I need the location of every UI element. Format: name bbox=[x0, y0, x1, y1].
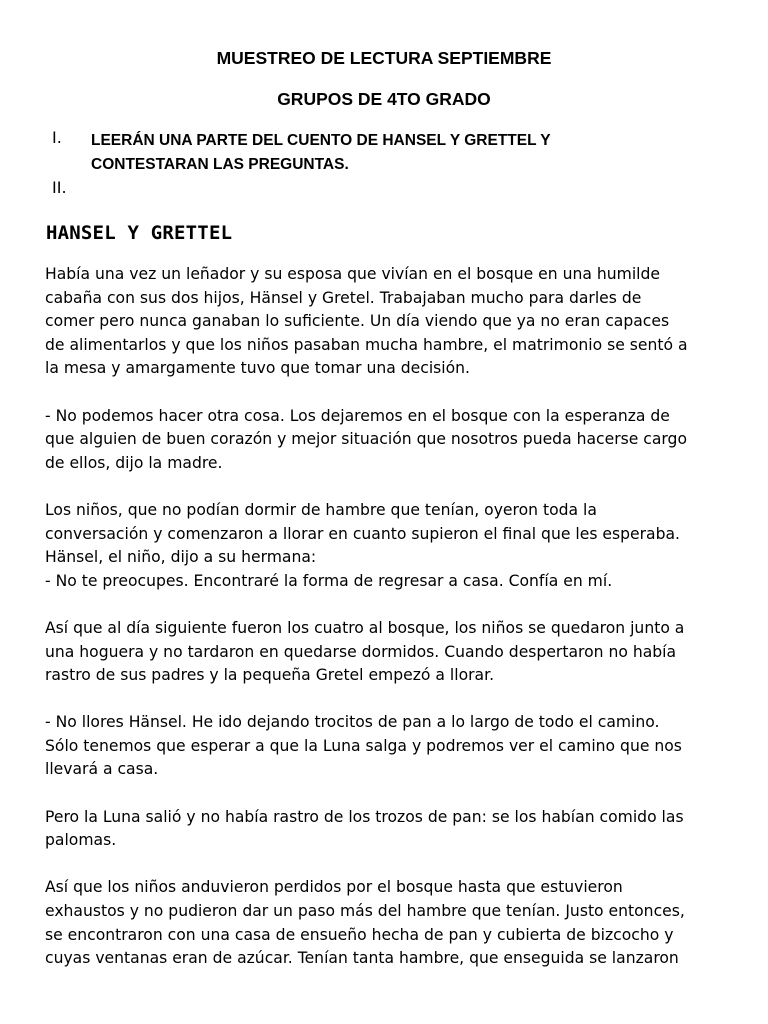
story-line: - No te preocupes. Encontraré la forma de regresar a casa. Confía en mí. bbox=[45, 571, 613, 590]
story-line: una hoguera y no tardaron en quedarse dormidos. Cuando despertaron no había bbox=[45, 642, 677, 661]
story-line: Así que los niños anduvieron perdidos por el bosque hasta que estuvieron bbox=[45, 878, 623, 897]
instruction-line: CONTESTARAN LAS PREGUNTAS. bbox=[91, 156, 349, 173]
story-paragraph bbox=[45, 263, 745, 381]
story-line: Pero la Luna salió y no había rastro de los trozos de pan: se los habían comido las bbox=[45, 807, 684, 826]
story-line: conversación y comenzaron a llorar en cuanto supieron el final que les esperaba. bbox=[45, 524, 680, 543]
story-line: Había una vez un leñador y su esposa que vivían en el bosque en una humilde bbox=[45, 265, 660, 283]
story-line: cabaña con sus dos hijos, Hänsel y Gretel. Trabajaban mucho para darles de bbox=[45, 288, 642, 307]
instruction-text bbox=[91, 129, 691, 177]
story-line: - No podemos hacer otra cosa. Los dejaremos en el bosque con la esperanza de bbox=[45, 406, 670, 425]
story-line: de alimentarlos y que los niños pasaban mucha hambre, el matrimonio se sentó a bbox=[45, 335, 688, 354]
story-paragraph bbox=[45, 876, 745, 970]
story-line: se encontraron con una casa de ensueño hecha de pan y cubierta de bizcocho y bbox=[45, 925, 674, 944]
story-body bbox=[45, 263, 745, 994]
story-line: exhaustos y no pudieron dar un paso más del hambre que tenían. Justo entonces, bbox=[45, 902, 685, 921]
story-line: Los niños, que no podían dormir de hambre que tenían, oyeron toda la bbox=[45, 500, 597, 519]
document-title: MUESTREO DE LECTURA SEPTIEMBRE bbox=[216, 48, 552, 68]
story-line: - No llores Hänsel. He ido dejando trocitos de pan a lo largo de todo el camino. bbox=[45, 713, 660, 732]
story-line: Así que al día siguiente fueron los cuatro al bosque, los niños se quedaron junto a bbox=[45, 618, 685, 637]
story-line: cuyas ventanas eran de azúcar. Tenían tanta hambre, que enseguida se lanzaron bbox=[45, 949, 679, 968]
story-paragraph bbox=[45, 405, 745, 476]
list-marker: I. bbox=[52, 128, 62, 147]
story-paragraph bbox=[45, 499, 745, 593]
story-line: que alguien de buen corazón y mejor situación que nosotros pueda hacerse cargo bbox=[45, 430, 687, 449]
story-paragraph bbox=[45, 806, 745, 853]
story-paragraph bbox=[45, 711, 745, 782]
story-line: de ellos, dijo la madre. bbox=[45, 453, 223, 472]
story-line: rastro de sus padres y la pequeña Gretel empezó a llorar. bbox=[45, 666, 495, 685]
instruction-line: LEERÁN UNA PARTE DEL CUENTO DE HANSEL Y GRETTEL Y bbox=[91, 132, 551, 149]
story-line: comer pero nunca ganaban lo suficiente. Un día viendo que ya no eran capaces bbox=[45, 312, 670, 331]
story-line: palomas. bbox=[45, 831, 117, 850]
story-title: HANSEL Y GRETTEL bbox=[46, 222, 233, 244]
story-line: Sólo tenemos que esperar a que la Luna salga y podremos ver el camino que nos bbox=[45, 736, 682, 755]
story-paragraph bbox=[45, 617, 745, 688]
story-line: la mesa y amargamente tuvo que tomar una decisión. bbox=[45, 359, 471, 378]
list-marker: II. bbox=[52, 178, 67, 197]
story-line: Hänsel, el niño, dijo a su hermana: bbox=[45, 548, 317, 567]
story-line: llevará a casa. bbox=[45, 760, 159, 779]
document-subtitle: GRUPOS DE 4TO GRADO bbox=[277, 89, 491, 109]
